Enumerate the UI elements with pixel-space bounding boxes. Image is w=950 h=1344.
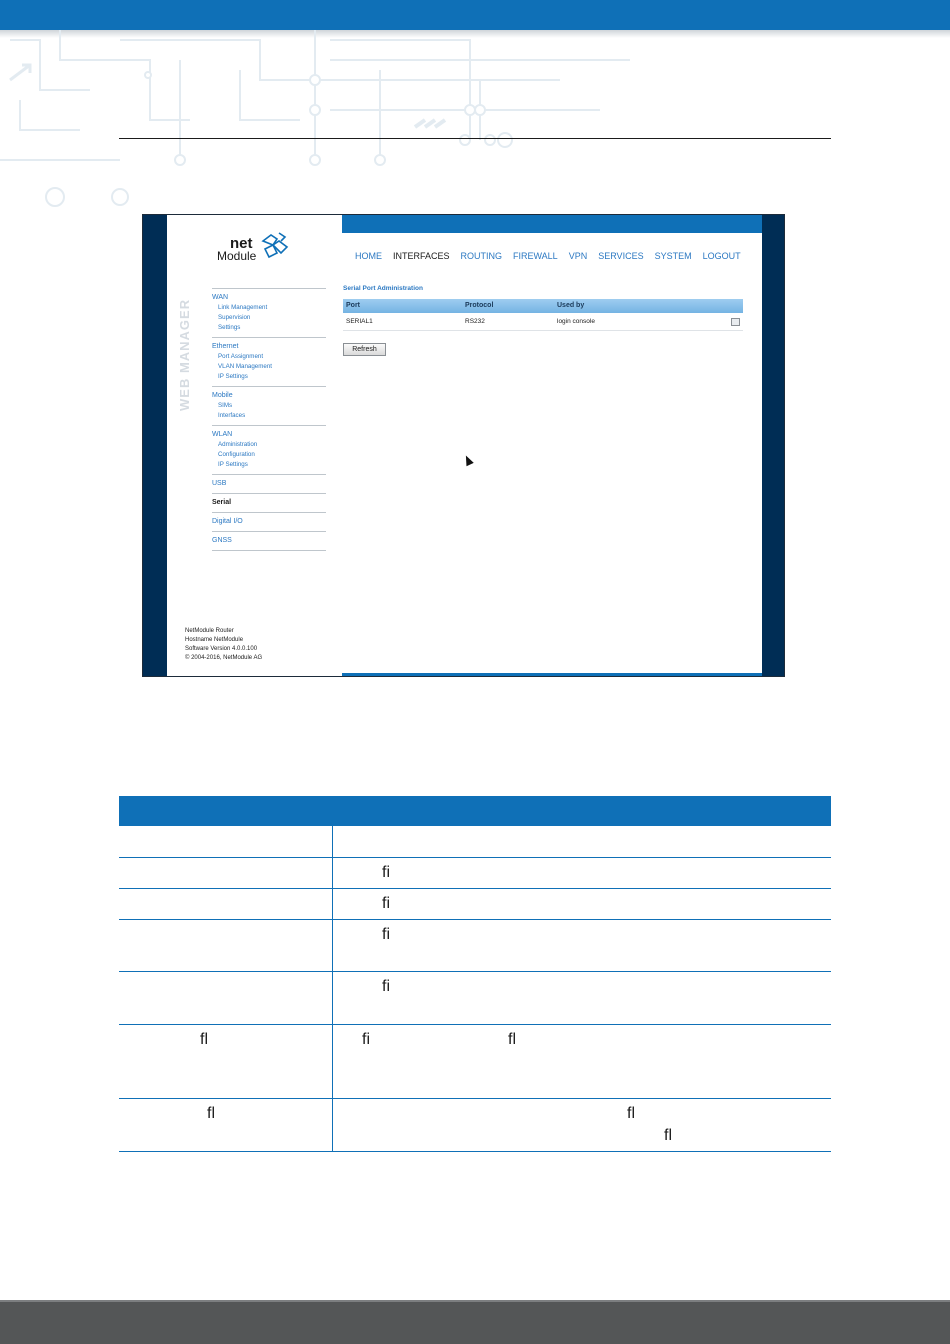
nav-group-mobile	[212, 387, 326, 425]
router-name: NetModule Router	[185, 628, 234, 634]
ligature-fi: fi	[362, 1030, 370, 1048]
parameter-table	[119, 796, 831, 1152]
nav-item-gnss[interactable]: GNSS	[212, 537, 232, 544]
table-header-cell	[119, 796, 333, 826]
ligature-fl: fl	[508, 1030, 516, 1048]
ligature-fi: fi	[382, 977, 390, 995]
table-cell	[119, 857, 333, 888]
ligature-fl: fl	[200, 1030, 208, 1048]
puzzle-icon	[259, 231, 293, 261]
nav-item-supervision[interactable]: Supervision	[218, 314, 251, 321]
netmodule-logo	[217, 231, 297, 271]
section-title: Serial Port Administration	[343, 285, 423, 292]
edit-icon[interactable]	[731, 318, 740, 326]
nav-group-digital-io	[212, 513, 326, 531]
grid-cell-port: SERIAL1	[346, 318, 373, 325]
table-cell	[119, 888, 333, 919]
nav-item-mobile[interactable]: Mobile	[212, 392, 233, 399]
logo-module-text: Module	[217, 249, 257, 263]
router-hostname: Hostname NetModule	[185, 637, 244, 643]
refresh-button[interactable]: Refresh	[343, 343, 386, 356]
nav-item-wlan[interactable]: WLAN	[212, 431, 233, 438]
page-top-strip	[342, 215, 762, 233]
nav-group-serial	[212, 494, 326, 512]
table-row	[119, 971, 831, 1024]
grid-header-protocol: Protocol	[465, 302, 494, 309]
table-cell	[333, 857, 832, 888]
menu-routing[interactable]: ROUTING	[460, 251, 503, 261]
circuit-decoration	[0, 30, 650, 220]
nav-item-wlan-configuration[interactable]: Configuration	[218, 451, 255, 458]
footer-bar-edge	[0, 1300, 950, 1302]
nav-item-serial[interactable]: Serial	[212, 499, 232, 506]
table-row	[119, 919, 831, 971]
nav-divider	[212, 550, 326, 551]
ligature-fi: fi	[382, 925, 390, 943]
nav-group-gnss	[212, 532, 326, 550]
menu-services[interactable]: SERVICES	[598, 251, 644, 261]
router-software-version: Software Version 4.0.0.100	[185, 646, 258, 652]
nav-item-vlan-management[interactable]: VLAN Management	[218, 363, 272, 370]
nav-item-wan[interactable]: WAN	[212, 294, 229, 301]
table-cell	[333, 1098, 832, 1151]
table-cell	[119, 971, 333, 1024]
nav-item-link-management[interactable]: Link Management	[218, 304, 268, 311]
table-row	[343, 314, 743, 331]
grid-cell-protocol: RS232	[465, 318, 485, 325]
page-bottom-strip	[342, 673, 762, 676]
table-header-row	[119, 796, 831, 826]
menu-system[interactable]: SYSTEM	[654, 251, 692, 261]
nav-item-mobile-interfaces[interactable]: Interfaces	[218, 412, 246, 419]
grid-cell-used-by: login console	[557, 318, 595, 325]
serial-grid-header	[343, 299, 743, 313]
table-row	[119, 857, 831, 888]
nav-item-wan-settings[interactable]: Settings	[218, 324, 241, 331]
table-cell	[333, 826, 832, 857]
nav-item-ethernet[interactable]: Ethernet	[212, 343, 239, 350]
menu-interfaces[interactable]: INTERFACES	[393, 251, 450, 261]
nav-group-ethernet	[212, 338, 326, 386]
table-row	[119, 1098, 831, 1151]
header-rule	[119, 138, 831, 139]
table-cell	[333, 971, 832, 1024]
table-cell	[119, 919, 333, 971]
nav-group-wan	[212, 289, 326, 337]
table-row	[119, 1024, 831, 1098]
nav-item-sims[interactable]: SIMs	[218, 402, 233, 409]
mouse-cursor-icon	[462, 454, 473, 466]
sidebar-nav	[212, 288, 326, 551]
web-manager-side-label: WEB MANAGER	[177, 298, 192, 411]
table-row	[119, 826, 831, 857]
nav-item-usb[interactable]: USB	[212, 480, 227, 487]
top-color-bar	[0, 0, 950, 30]
table-cell	[119, 1098, 333, 1151]
web-manager-page	[167, 215, 762, 676]
nav-item-ethernet-ip-settings[interactable]: IP Settings	[218, 373, 248, 380]
ligature-fl: fl	[664, 1126, 672, 1144]
ligature-fl: fl	[627, 1104, 635, 1122]
ligature-fi: fi	[382, 894, 390, 912]
nav-item-port-assignment[interactable]: Port Assignment	[218, 353, 264, 360]
table-cell	[333, 919, 832, 971]
nav-item-digital-io[interactable]: Digital I/O	[212, 518, 243, 525]
table-row	[119, 888, 831, 919]
menu-logout[interactable]: LOGOUT	[702, 251, 741, 261]
table-cell	[333, 888, 832, 919]
table-header-cell	[333, 796, 832, 826]
menu-vpn[interactable]: VPN	[568, 251, 588, 261]
top-menu	[355, 251, 741, 261]
nav-group-usb	[212, 475, 326, 493]
nav-item-wlan-administration[interactable]: Administration	[218, 441, 258, 448]
router-copyright: © 2004-2016, NetModule AG	[185, 655, 263, 661]
table-cell	[119, 826, 333, 857]
ligature-fi: fi	[382, 863, 390, 881]
table-cell	[333, 1024, 832, 1098]
footer-bar	[0, 1300, 950, 1344]
web-manager-screenshot	[142, 214, 785, 677]
menu-home[interactable]: HOME	[355, 251, 382, 261]
ligature-fl: fl	[207, 1104, 215, 1122]
nav-group-wlan	[212, 426, 326, 474]
grid-header-used-by: Used by	[557, 302, 585, 309]
table-cell	[119, 1024, 333, 1098]
logo-net-text: net	[230, 235, 253, 252]
router-info	[185, 627, 262, 663]
nav-item-wlan-ip-settings[interactable]: IP Settings	[218, 461, 248, 468]
menu-firewall[interactable]: FIREWALL	[513, 251, 558, 261]
grid-header-port: Port	[346, 302, 360, 309]
